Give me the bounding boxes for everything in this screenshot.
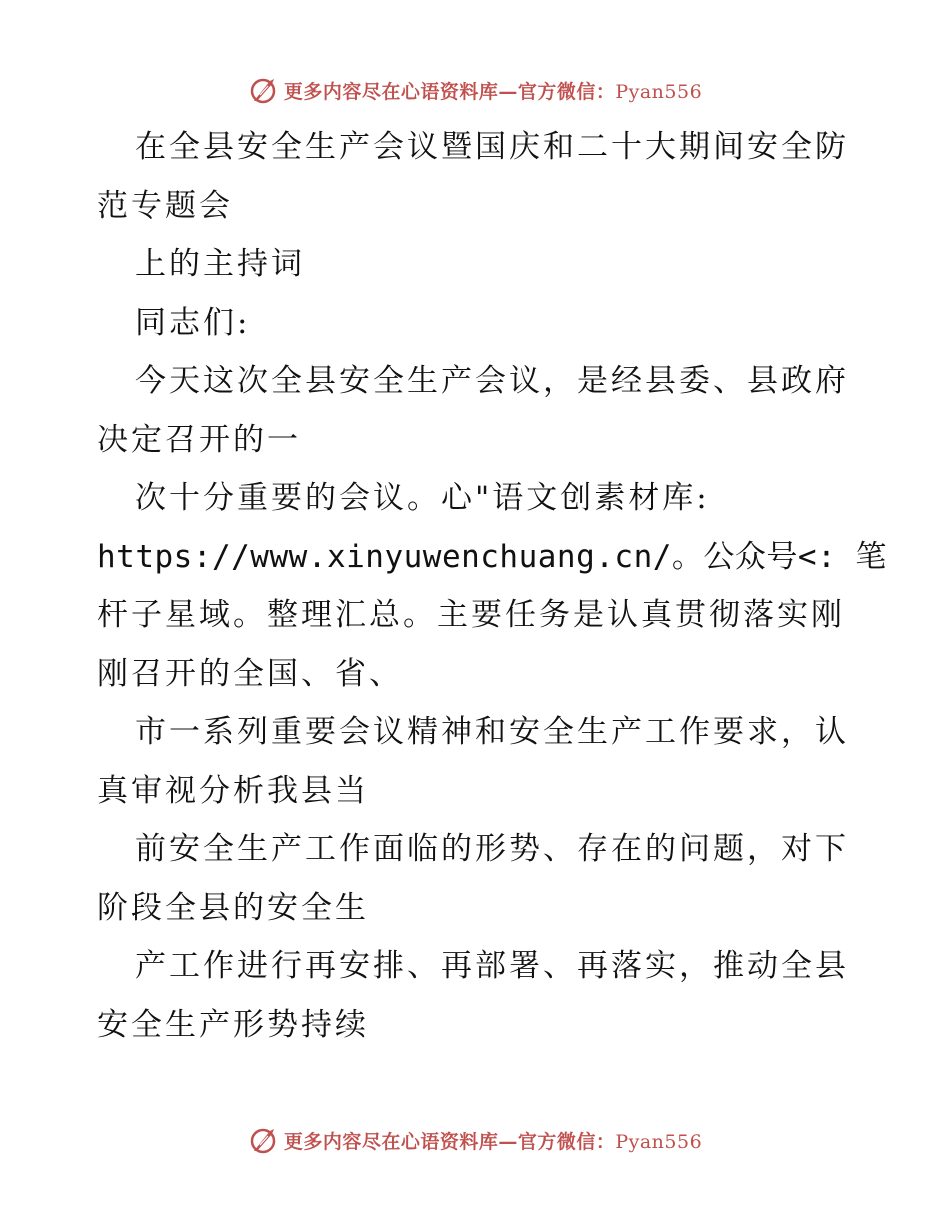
footer-watermark: [0, 1122, 950, 1158]
watermark-text: 更多内容尽在心语资料库—官方微信：Pyan556: [283, 80, 703, 103]
paragraph-line: 前安全生产工作面临的形势、存在的问题，对下: [135, 831, 849, 867]
paragraph-line: 阶段全县的安全生: [97, 889, 369, 926]
feather-pen-logo-icon: [248, 1125, 278, 1155]
paragraph-line: 今天这次全县安全生产会议，是经县委、县政府: [135, 363, 849, 399]
paragraph-line: 安全生产形势持续: [97, 1006, 369, 1043]
title-line-1: 在全县安全生产会议暨国庆和二十大期间安全防: [135, 129, 849, 165]
paragraph-line: 决定召开的一: [97, 421, 301, 458]
title-line-3: 上的主持词: [135, 246, 305, 282]
paragraph-line-url: https://www.xinyuwenchuang.cn/。公众号<: 笔: [97, 538, 887, 575]
feather-pen-logo-icon: [248, 75, 278, 105]
watermark-contact: Pyan556: [615, 80, 703, 103]
salutation: 同志们:: [135, 304, 251, 341]
paragraph-line: 杆子星域。整理汇总。主要任务是认真贯彻落实刚: [97, 597, 845, 633]
paragraph-line: 真审视分析我县当: [97, 772, 369, 809]
paragraph-line: 产工作进行再安排、再部署、再落实，推动全县: [135, 948, 849, 984]
title-line-2: 范专题会: [97, 187, 233, 224]
paragraph-line: 刚召开的全国、省、: [97, 655, 403, 692]
header-watermark: [0, 72, 950, 108]
watermark-text: 更多内容尽在心语资料库—官方微信：Pyan556: [283, 1130, 703, 1153]
paragraph-line: 市一系列重要会议精神和安全生产工作要求，认: [135, 714, 849, 750]
paragraph-line: 次十分重要的会议。心"语文创素材库:: [135, 480, 710, 516]
watermark-contact: Pyan556: [615, 1130, 703, 1153]
document-body: [97, 118, 887, 1054]
